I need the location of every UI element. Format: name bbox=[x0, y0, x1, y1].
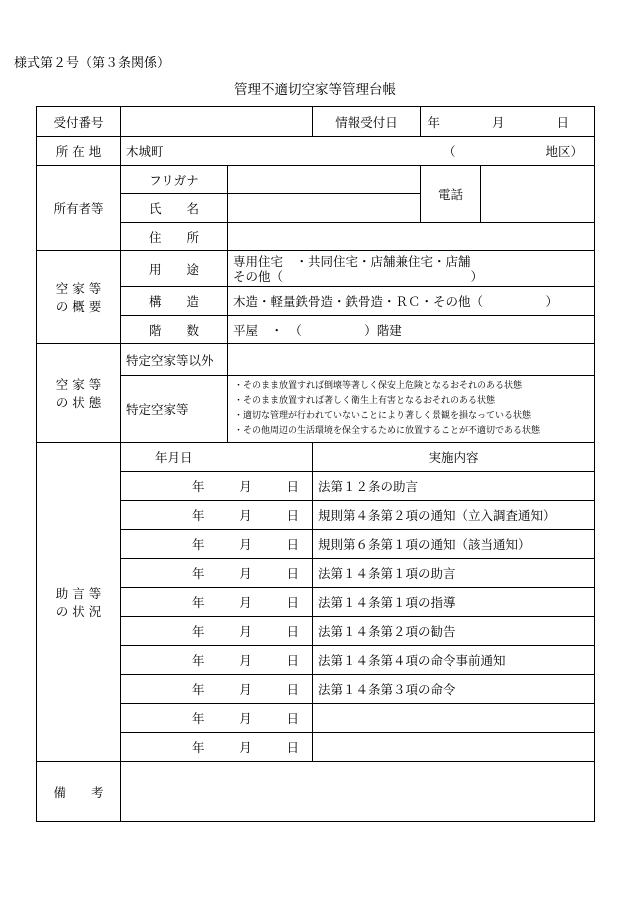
advice-date[interactable]: 年 月 日 bbox=[121, 617, 313, 646]
condition-specific-row bbox=[37, 376, 595, 443]
use-field[interactable] bbox=[228, 251, 595, 287]
floors-label: 階 数 bbox=[121, 316, 228, 344]
page-title: 管理不適切空家等管理台帳 bbox=[234, 82, 396, 98]
date-header: 年月日 bbox=[121, 443, 313, 472]
receipt-number-label: 受付番号 bbox=[37, 107, 121, 137]
furigana-label: フリガナ bbox=[121, 166, 228, 194]
floors-field[interactable]: 平屋 ・ （ ）階建 bbox=[228, 316, 595, 344]
advice-date[interactable]: 年 月 日 bbox=[121, 530, 313, 559]
advice-row bbox=[37, 646, 595, 675]
criteria-item: ・そのまま放置すれば著しく衛生上有害となるおそれのある状態 bbox=[234, 396, 496, 406]
owner-address-row bbox=[37, 223, 595, 251]
form-number: 様式第２号（第３条関係） bbox=[14, 56, 171, 71]
advice-date[interactable]: 年 月 日 bbox=[121, 559, 313, 588]
specific-label: 特定空家等 bbox=[121, 376, 228, 443]
advice-content[interactable]: 法第１２条の助言 bbox=[313, 472, 595, 501]
condition-label bbox=[37, 344, 121, 443]
advice-content[interactable] bbox=[313, 704, 595, 733]
day-unit: 日 bbox=[556, 114, 570, 130]
advice-label-line1: 助 言 等 bbox=[55, 586, 102, 601]
criteria-item: ・適切な管理が行われていないことにより著しく景観を損なっている状態 bbox=[234, 411, 532, 421]
ledger-table bbox=[36, 106, 595, 822]
advice-date[interactable]: 年 月 日 bbox=[121, 588, 313, 617]
advice-content[interactable]: 法第１４条第１項の助言 bbox=[313, 559, 595, 588]
use-label: 用 途 bbox=[121, 251, 228, 287]
overview-label bbox=[37, 251, 121, 344]
structure-label: 構 造 bbox=[121, 287, 228, 316]
year-unit: 年 bbox=[427, 114, 441, 130]
receipt-number-field[interactable] bbox=[121, 107, 313, 137]
use-other: その他（ ） bbox=[233, 268, 484, 284]
advice-date[interactable]: 年 月 日 bbox=[121, 472, 313, 501]
advice-header-row bbox=[37, 443, 595, 472]
furigana-field[interactable] bbox=[228, 166, 421, 194]
advice-label bbox=[37, 443, 121, 762]
advice-content[interactable]: 法第１４条第４項の命令事前通知 bbox=[313, 646, 595, 675]
advice-date[interactable]: 年 月 日 bbox=[121, 646, 313, 675]
advice-content[interactable]: 規則第６条第１項の通知（該当通知） bbox=[313, 530, 595, 559]
condition-non-specific-row bbox=[37, 344, 595, 376]
advice-content[interactable]: 法第１４条第２項の勧告 bbox=[313, 617, 595, 646]
location-label: 所 在 地 bbox=[37, 137, 121, 166]
advice-row bbox=[37, 501, 595, 530]
specific-criteria bbox=[228, 376, 595, 443]
overview-floors-row bbox=[37, 316, 595, 344]
overview-structure-row bbox=[37, 287, 595, 316]
owner-furigana-row bbox=[37, 166, 595, 194]
structure-field[interactable]: 木造・軽量鉄骨造・鉄骨造・ＲＣ・その他（ ） bbox=[228, 287, 595, 316]
owner-label: 所有者等 bbox=[37, 166, 121, 251]
month-unit: 月 bbox=[492, 114, 505, 130]
receipt-row bbox=[37, 107, 595, 137]
advice-row bbox=[37, 588, 595, 617]
location-row bbox=[37, 137, 595, 166]
overview-label-line2: の 概 要 bbox=[55, 299, 102, 314]
use-options: 専用住宅 ・共同住宅・店舗兼住宅・店舗 bbox=[233, 253, 471, 269]
overview-use-row bbox=[37, 251, 595, 287]
phone-field[interactable] bbox=[481, 166, 595, 223]
advice-row bbox=[37, 704, 595, 733]
info-date-field[interactable] bbox=[421, 107, 595, 137]
advice-date[interactable]: 年 月 日 bbox=[121, 675, 313, 704]
remarks-field[interactable] bbox=[121, 762, 595, 822]
criteria-item: ・そのまま放置すれば倒壊等著しく保安上危険となるおそれのある状態 bbox=[234, 381, 523, 391]
non-specific-field[interactable] bbox=[228, 344, 595, 376]
advice-date[interactable]: 年 月 日 bbox=[121, 501, 313, 530]
address-field[interactable] bbox=[228, 223, 595, 251]
advice-content[interactable] bbox=[313, 733, 595, 762]
advice-row bbox=[37, 675, 595, 704]
location-field[interactable] bbox=[121, 137, 595, 166]
advice-row bbox=[37, 617, 595, 646]
remarks-row bbox=[37, 762, 595, 822]
advice-row bbox=[37, 733, 595, 762]
advice-row bbox=[37, 530, 595, 559]
advice-content[interactable]: 規則第４条第２項の通知（立入調査通知） bbox=[313, 501, 595, 530]
town-name: 木城町 bbox=[126, 144, 164, 159]
content-header: 実施内容 bbox=[313, 443, 595, 472]
district-label: 地区） bbox=[545, 144, 584, 159]
criteria-item: ・その他周辺の生活環境を保全するために放置することが不適切である状態 bbox=[234, 426, 541, 436]
condition-label-line1: 空 家 等 bbox=[55, 377, 102, 392]
address-label: 住 所 bbox=[121, 223, 228, 251]
advice-content[interactable]: 法第１４条第１項の指導 bbox=[313, 588, 595, 617]
overview-label-line1: 空 家 等 bbox=[55, 281, 102, 296]
remarks-label: 備 考 bbox=[37, 762, 121, 822]
non-specific-label: 特定空家等以外 bbox=[121, 344, 228, 376]
advice-row bbox=[37, 559, 595, 588]
info-date-label: 情報受付日 bbox=[313, 107, 421, 137]
advice-content[interactable]: 法第１４条第３項の命令 bbox=[313, 675, 595, 704]
phone-label: 電話 bbox=[421, 166, 481, 223]
condition-label-line2: の 状 態 bbox=[55, 395, 102, 410]
advice-date[interactable]: 年 月 日 bbox=[121, 704, 313, 733]
advice-label-line2: の 状 況 bbox=[55, 604, 102, 619]
name-label: 氏 名 bbox=[121, 194, 228, 223]
name-field[interactable] bbox=[228, 194, 421, 223]
district-open: （ bbox=[443, 144, 456, 159]
advice-row bbox=[37, 472, 595, 501]
advice-date[interactable]: 年 月 日 bbox=[121, 733, 313, 762]
